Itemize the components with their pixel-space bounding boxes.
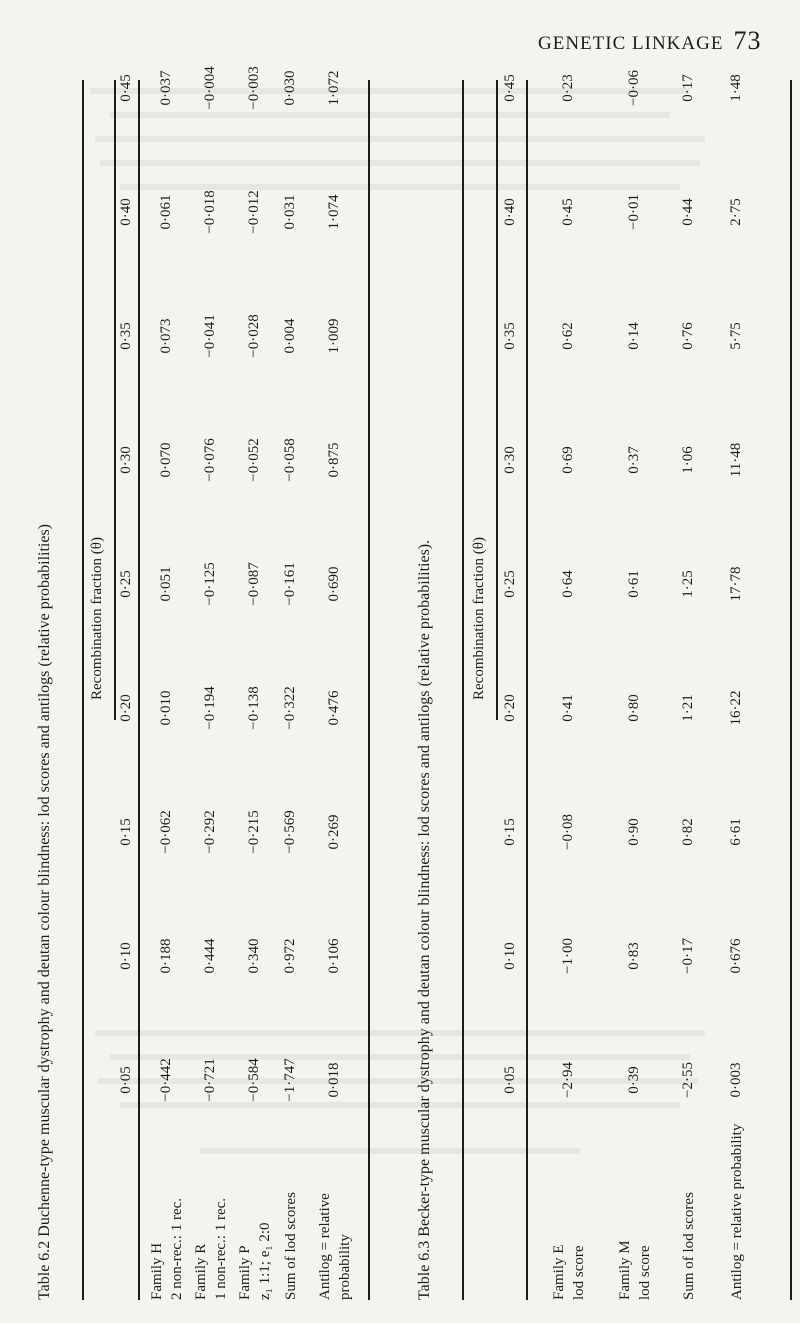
table-cell: 0·051 [158,566,174,602]
table-cell: −0·138 [246,686,262,730]
theta-header: 0·45 [502,74,518,102]
table-cell: 0·003 [728,1062,744,1098]
theta-header: 0·35 [118,322,134,350]
row-label: Antilog = relative [317,1193,333,1300]
theta-header: 0·20 [502,694,518,722]
bottom-rule [368,80,370,1300]
table-cell: −0·569 [282,810,298,854]
table-cell: 2·75 [728,198,744,226]
table-cell: −0·012 [246,190,262,234]
table-cell: 0·004 [282,318,298,354]
table-cell: 0·073 [158,318,174,354]
top-rule [462,80,464,1300]
table-cell: 0·45 [560,198,576,226]
row-sublabel: lod score [571,1245,587,1300]
table-cell: −0·06 [626,70,642,106]
row-label: Sum of lod scores [283,1192,299,1300]
table-cell: −0·087 [246,562,262,606]
table-cell: −0·442 [158,1058,174,1102]
table-cell: 0·476 [326,690,342,726]
table-cell: 5·75 [728,322,744,350]
theta-header: 0·40 [118,198,134,226]
table-cell: 0·17 [680,74,696,102]
table-cell: 0·23 [560,74,576,102]
theta-header: 0·10 [118,942,134,970]
rotated-tables [30,0,800,1300]
table-cell: −0·058 [282,438,298,482]
theta-header: 0·25 [118,570,134,598]
theta-header: 0·30 [502,446,518,474]
table-cell: 0·44 [680,198,696,226]
table-cell: 0·64 [560,570,576,598]
table-cell: 0·62 [560,322,576,350]
table-cell: 0·690 [326,566,342,602]
table-cell: 1·06 [680,446,696,474]
table-cell: −0·194 [202,686,218,730]
table-caption: Table 6.2 Duchenne-type muscular dystrophy and deutan colour blindness: lod scores and antilogs (relative probabilities) [36,523,53,1300]
column-group-header: Recombination fraction (θ) [471,537,487,700]
table-cell: 0·37 [626,446,642,474]
column-group-header: Recombination fraction (θ) [89,537,105,700]
row-label: Antilog = relative probability [729,1123,745,1300]
theta-header: 0·25 [502,570,518,598]
table-cell: 0·80 [626,694,642,722]
table-6-2 [30,66,370,1300]
table-cell: 0·030 [282,70,298,106]
row-label: Sum of lod scores [681,1192,697,1300]
table-cell: 0·188 [158,938,174,974]
table-cell: 0·76 [680,322,696,350]
table-cell: 1·48 [728,74,744,102]
table-cell: 0·018 [326,1062,342,1098]
table-cell: −2·55 [680,1062,696,1098]
theta-header: 0·15 [502,818,518,846]
row-sublabel: z₁ 1:1; e₁ 2:0 [257,1222,273,1300]
row-label: Family H [149,1242,165,1300]
row-label: Family E [551,1244,567,1300]
theta-header: 0·20 [118,694,134,722]
theta-header: 0·05 [118,1066,134,1094]
table-cell: −0·004 [202,66,218,110]
table-cell: 0·037 [158,70,174,106]
header-rule [526,80,528,1300]
table-cell: −0·003 [246,66,262,110]
row-sublabel: lod score [637,1245,653,1300]
table-cell: −0·292 [202,810,218,854]
table-cell: 1·074 [326,194,342,230]
table-cell: −0·076 [202,438,218,482]
table-cell: 0·061 [158,194,174,230]
table-cell: 17·78 [728,566,744,602]
table-cell: 0·61 [626,570,642,598]
table-cell: 0·070 [158,442,174,478]
table-cell: 0·14 [626,322,642,350]
table-cell: −0·052 [246,438,262,482]
theta-header: 0·05 [502,1066,518,1094]
group-rule [114,80,116,720]
table-cell: 16·22 [728,690,744,726]
table-cell: 1·21 [680,694,696,722]
row-label: Family M [617,1240,633,1300]
header-rule [138,80,140,1300]
row-label: Family R [193,1243,209,1300]
table-cell: 0·269 [326,814,342,850]
table-cell: −0·721 [202,1058,218,1102]
table-6-3 [410,70,790,1300]
table-cell: −0·018 [202,190,218,234]
table-cell: −0·215 [246,810,262,854]
table-cell: 1·009 [326,318,342,354]
row-sublabel: 1 non-rec.: 1 rec. [213,1197,229,1300]
table-cell: 0·39 [626,1066,642,1094]
table-cell: −0·062 [158,810,174,854]
table-cell: 0·83 [626,942,642,970]
theta-header: 0·10 [502,942,518,970]
table-cell: 0·69 [560,446,576,474]
running-title: GENETIC LINKAGE [538,33,724,54]
top-rule [82,80,84,1300]
row-label: Family P [237,1245,253,1300]
table-cell: −0·041 [202,314,218,358]
table-cell: −0·584 [246,1058,262,1102]
table-cell: −0·08 [560,814,576,850]
theta-header: 0·15 [118,818,134,846]
table-cell: −0·125 [202,562,218,606]
table-cell: 0·82 [680,818,696,846]
table-cell: 0·010 [158,690,174,726]
table-cell: 11·48 [728,442,744,478]
table-cell: 0·340 [246,938,262,974]
table-cell: 0·972 [282,938,298,974]
table-cell: −0·322 [282,686,298,730]
table-caption: Table 6.3 Becker-type muscular dystrophy and deutan colour blindness: lod scores and antilogs (relative probabilities). [416,539,433,1300]
bottom-rule [790,80,792,1300]
table-cell: −0·161 [282,562,298,606]
table-cell: −0·01 [626,194,642,230]
theta-header: 0·40 [502,198,518,226]
theta-header: 0·45 [118,74,134,102]
table-cell: 6·61 [728,818,744,846]
table-cell: 0·875 [326,442,342,478]
page-number: 73 [733,26,762,55]
row-sublabel: 2 non-rec.: 1 rec. [169,1197,185,1300]
table-cell: −0·17 [680,938,696,974]
table-cell: −1·00 [560,938,576,974]
table-cell: 0·676 [728,938,744,974]
table-cell: −0·028 [246,314,262,358]
theta-header: 0·35 [502,322,518,350]
table-cell: 0·444 [202,938,218,974]
table-cell: 0·41 [560,694,576,722]
group-rule [496,80,498,720]
table-cell: 1·25 [680,570,696,598]
table-cell: −1·747 [282,1058,298,1102]
theta-header: 0·30 [118,446,134,474]
table-cell: 1·072 [326,70,342,106]
table-cell: 0·90 [626,818,642,846]
table-cell: 0·031 [282,194,298,230]
table-cell: −2·94 [560,1062,576,1098]
table-cell: 0·106 [326,938,342,974]
row-sublabel: probability [337,1234,353,1300]
